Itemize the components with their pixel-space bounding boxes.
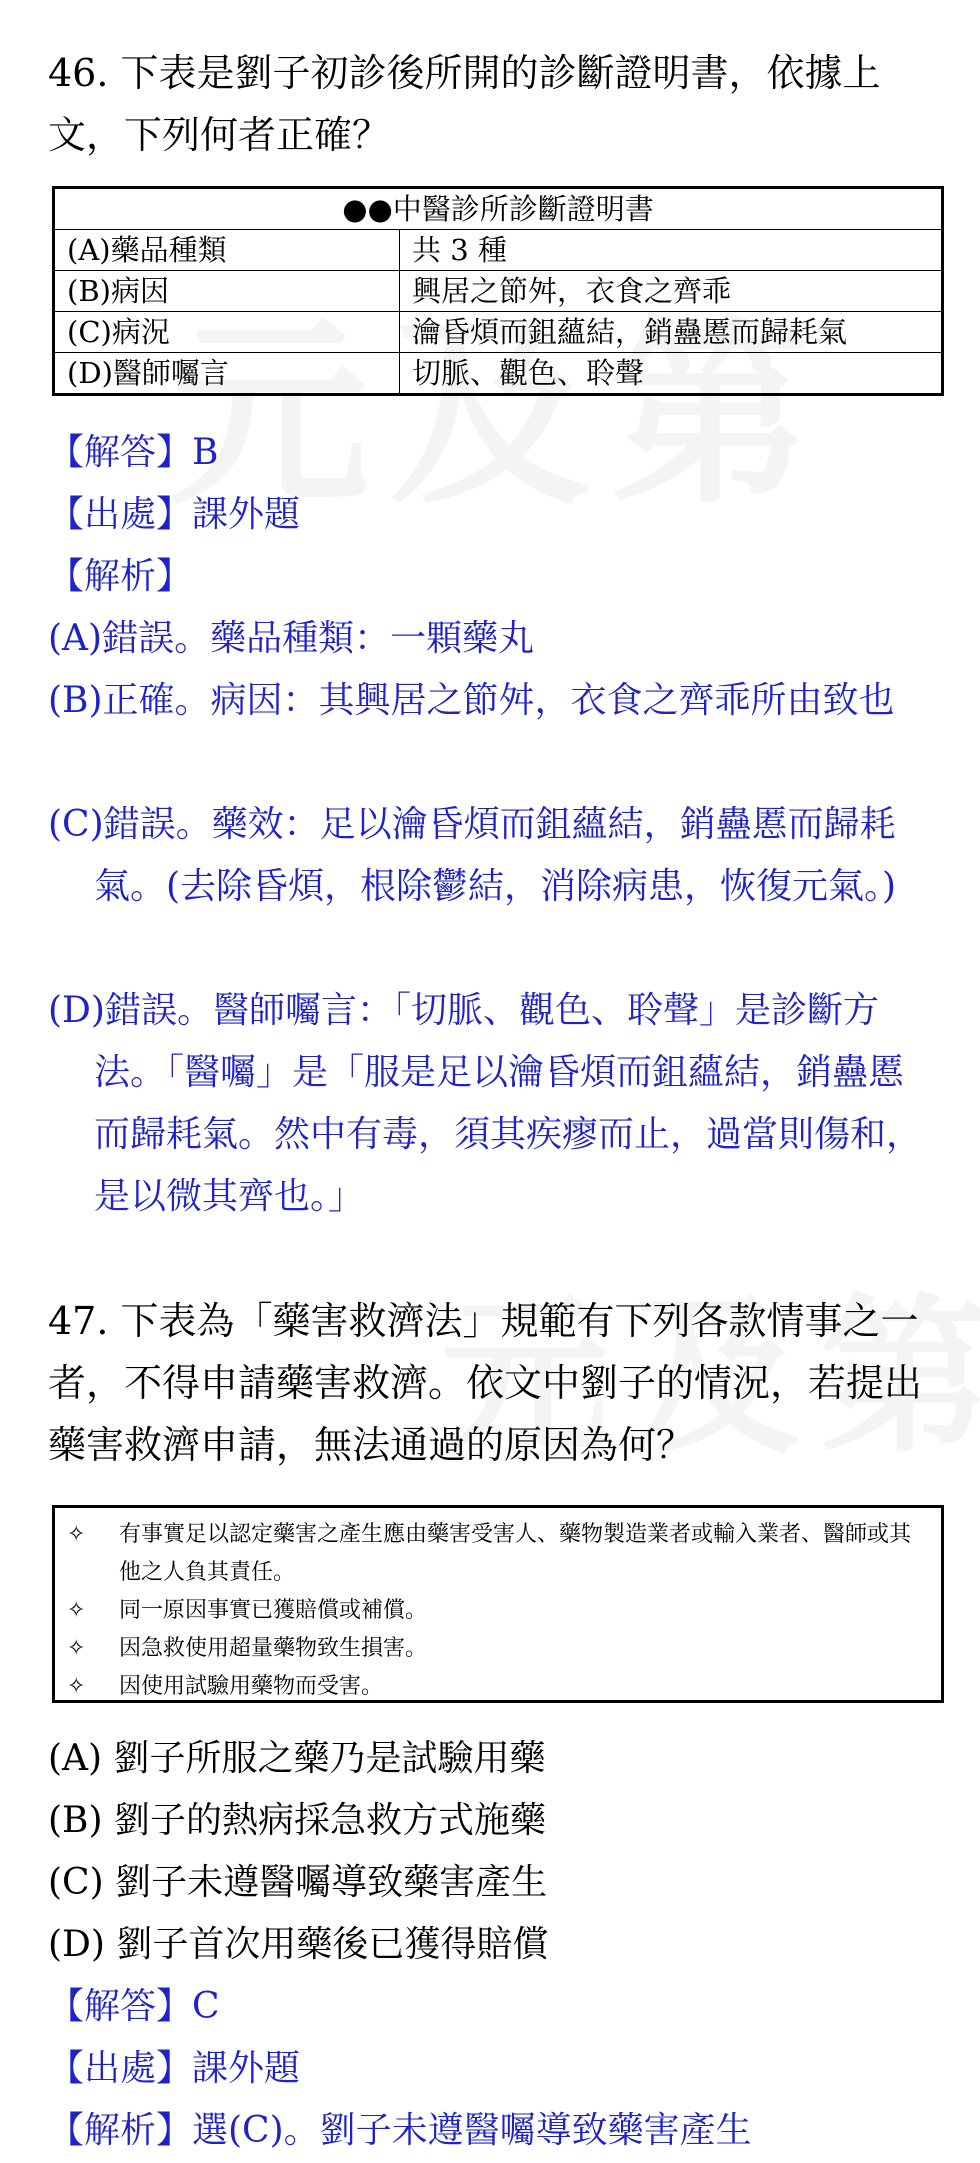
answer-label: 【解答】 [48,432,193,473]
source-label: 【出處】 [48,2048,193,2089]
table-row [54,271,943,312]
rule-item [67,1668,931,1706]
answer-label: 【解答】 [48,1986,193,2027]
question-47-text: 47. 下表為「藥害救濟法」規範有下列各款情事之一者，不得申請藥害救濟。依文中劉子的情況，若提出藥害救濟申請，無法通過的原因為何？ [48,1299,923,1467]
analysis-46-d: (D)錯誤。醫師囑言：「切脈、觀色、聆聲」是診斷方法。「醫囑」是「服是足以瀹昏煩而鉏蘊結，銷蠱慝而歸耗氣。然中有毒，須其疾瘳而止，過當則傷和，是以微其齊也。」 [48,990,923,1217]
question-46-text: 46. 下表是劉子初診後所開的診斷證明書，依據上文，下列何者正確？ [48,51,881,157]
answer-47 [48,1976,220,2038]
rule-text: 同一原因事實已獲賠償或補償。 [119,1598,428,1623]
source-46 [48,484,300,546]
rule-text: 有事實足以認定藥害之產生應由藥害受害人、藥物製造業者或輸入業者、醫師或其他之人負其責任。 [119,1522,912,1585]
analysis-46-label: 【解析】 [48,556,193,597]
source-label: 【出處】 [48,494,193,535]
row-label: (D)醫師囑言 [54,353,400,395]
option-c: (C) 劉子未遵醫囑導致藥害產生 [48,1862,548,1903]
table-row [54,353,943,395]
analysis-47 [48,2100,752,2162]
source-value: 課外題 [192,494,301,535]
table-row [54,312,943,353]
table-row [54,230,943,271]
drug-relief-law-rules-box [52,1505,944,1703]
diamond-star-icon: ✧ [67,1522,86,1547]
diamond-star-icon: ✧ [67,1674,86,1699]
analysis-46-b: (B)正確。病因：其興居之節舛，衣食之齊乖所由致也 [48,680,895,721]
row-value: 瀹昏煩而鉏蘊結，銷蠱慝而歸耗氣 [400,312,943,353]
option-d: (D) 劉子首次用藥後已獲得賠償 [48,1924,549,1965]
rule-item [67,1630,931,1668]
rule-item [67,1592,931,1630]
table-title: ●●中醫診所診斷證明書 [54,188,943,230]
diagnosis-certificate-table [52,186,944,396]
diamond-star-icon: ✧ [67,1598,86,1623]
row-label: (A)藥品種類 [54,230,400,271]
option-a: (A) 劉子所服之藥乃是試驗用藥 [48,1738,546,1779]
rule-text: 因急救使用超量藥物致生損害。 [119,1636,428,1661]
rule-item [67,1516,931,1592]
analysis-46-a: (A)錯誤。藥品種類：一顆藥丸 [48,618,535,659]
analysis-text: 選(C)。劉子未遵醫囑導致藥害產生 [192,2110,752,2151]
row-label: (B)病因 [54,271,400,312]
row-value: 興居之節舛，衣食之齊乖 [400,271,943,312]
row-value: 切脈、觀色、聆聲 [400,353,943,395]
source-value: 課外題 [192,2048,301,2089]
analysis-label: 【解析】 [48,2110,193,2151]
row-label: (C)病況 [54,312,400,353]
option-b: (B) 劉子的熱病採急救方式施藥 [48,1800,546,1841]
answer-value: B [192,432,219,473]
table-title-row [54,188,943,230]
answer-46 [48,422,218,484]
source-47 [48,2038,300,2100]
rule-text: 因使用試驗用藥物而受害。 [119,1674,384,1699]
diamond-star-icon: ✧ [67,1636,86,1661]
analysis-46-c: (C)錯誤。藥效：足以瀹昏煩而鉏蘊結，銷蠱慝而歸耗氣。(去除昏煩，根除鬱結，消除病患，恢復元氣。) [48,804,897,907]
answer-value: C [192,1986,220,2027]
row-value: 共 3 種 [400,230,943,271]
